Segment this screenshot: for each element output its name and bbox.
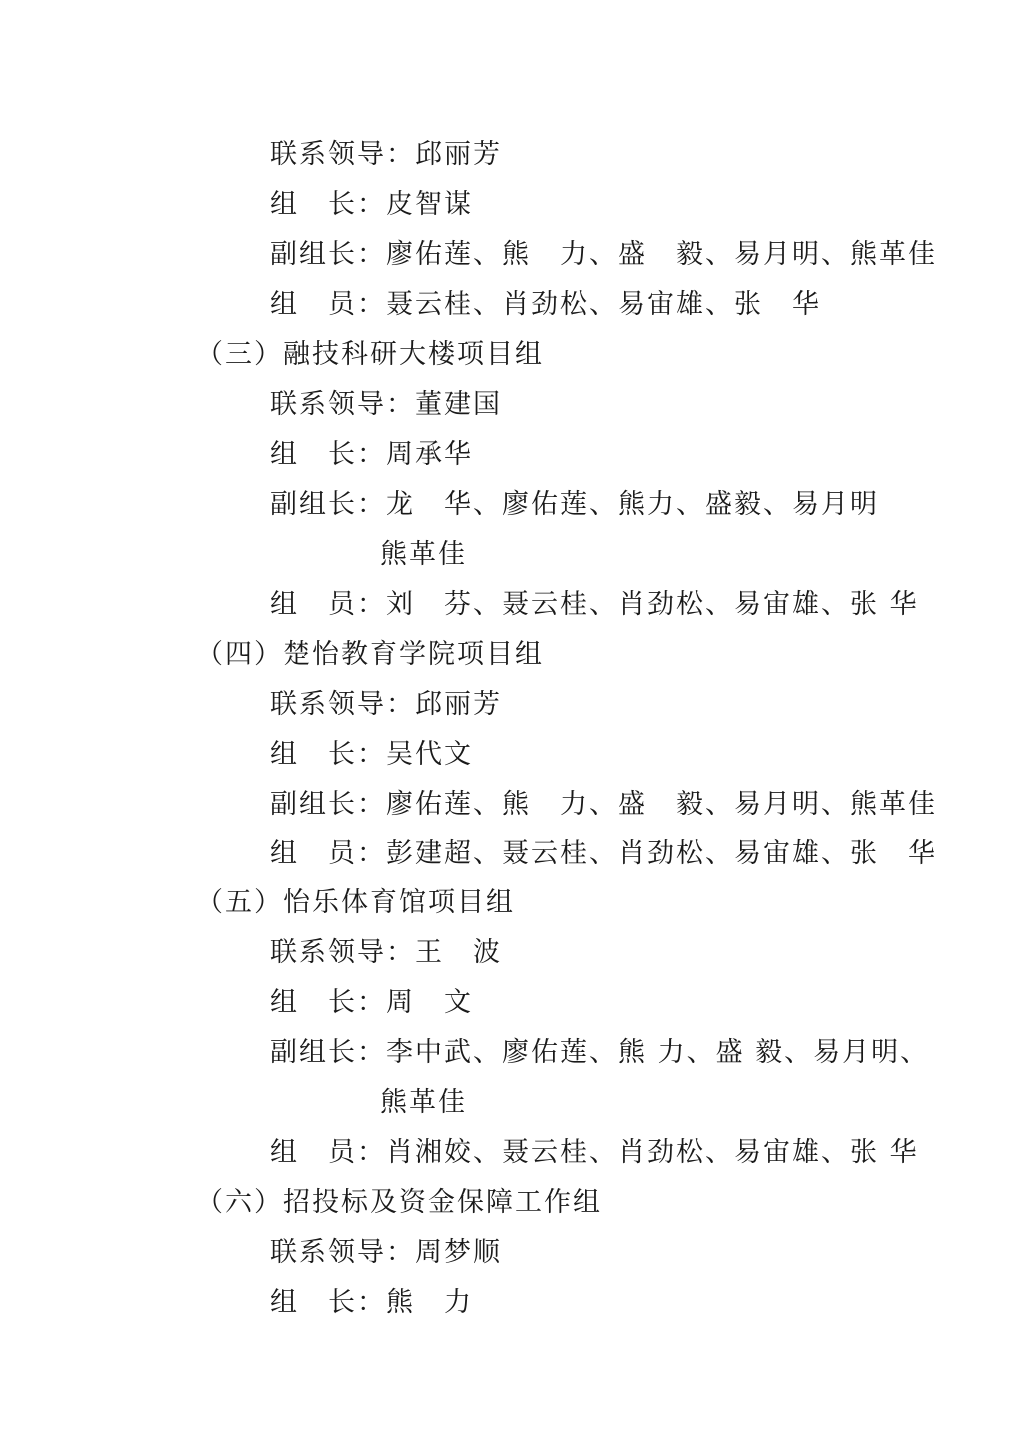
line-liaison-leader: 联系领导：周梦顺 [270, 1237, 502, 1268]
line-team-members: 组 员：聂云桂、肖劲松、易宙雄、张 华 [270, 289, 821, 320]
section-heading-3: （三）融技科研大楼项目组 [196, 339, 544, 370]
line-team-leader: 组 长：熊 力 [270, 1287, 473, 1318]
line-deputy-leaders: 副组长：李中武、廖佑莲、熊 力、盛 毅、易月明、 [270, 1037, 930, 1068]
line-team-members: 组 员：彭建超、聂云桂、肖劲松、易宙雄、张 华 [270, 838, 937, 869]
line-deputy-leaders: 副组长：龙 华、廖佑莲、熊力、盛毅、易月明 [270, 489, 879, 520]
line-liaison-leader: 联系领导：邱丽芳 [270, 139, 502, 170]
line-liaison-leader: 联系领导：邱丽芳 [270, 689, 502, 720]
line-team-leader: 组 长：周承华 [270, 439, 473, 470]
line-liaison-leader: 联系领导：王 波 [270, 937, 502, 968]
line-deputy-leaders: 副组长：廖佑莲、熊 力、盛 毅、易月明、熊革佳 [270, 789, 937, 820]
line-deputy-continued: 熊革佳 [380, 539, 467, 570]
line-team-leader: 组 长：吴代文 [270, 739, 473, 770]
line-team-members: 组 员：肖湘姣、聂云桂、肖劲松、易宙雄、张 华 [270, 1137, 919, 1168]
line-team-leader: 组 长：周 文 [270, 987, 473, 1018]
line-team-members: 组 员：刘 芬、聂云桂、肖劲松、易宙雄、张 华 [270, 589, 919, 620]
line-team-leader: 组 长：皮智谋 [270, 189, 473, 220]
section-heading-4: （四）楚怡教育学院项目组 [196, 639, 544, 670]
section-heading-6: （六）招投标及资金保障工作组 [196, 1187, 602, 1218]
line-liaison-leader: 联系领导：董建国 [270, 389, 502, 420]
line-deputy-leaders: 副组长：廖佑莲、熊 力、盛 毅、易月明、熊革佳 [270, 239, 937, 270]
line-deputy-continued: 熊革佳 [380, 1087, 467, 1118]
section-heading-5: （五）怡乐体育馆项目组 [196, 887, 515, 918]
